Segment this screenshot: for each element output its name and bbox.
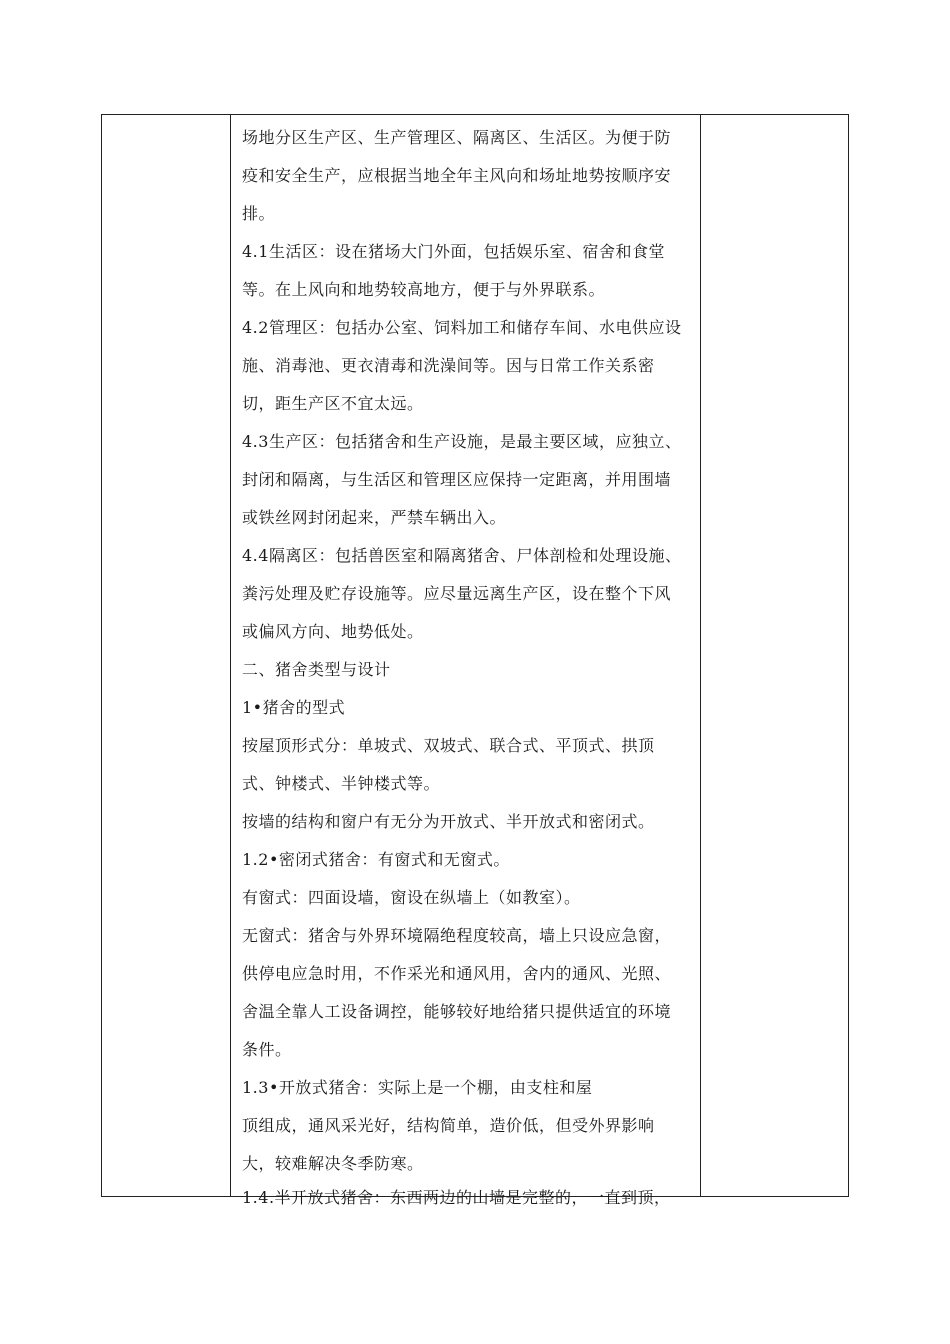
text-line: 式、钟楼式、半钟楼式等。 — [242, 774, 441, 793]
subsection-heading: 1•猪舍的型式 — [242, 698, 346, 717]
text-line: 有窗式：四面设墙，窗设在纵墙上（如教室）。 — [242, 888, 581, 907]
text-line: 无窗式：猪舍与外界环境隔绝程度较高，墙上只设应急窗， — [242, 926, 672, 945]
text-line: 粪污处理及贮存设施等。应尽量远离生产区，设在整个下风 — [242, 584, 672, 603]
right-column-divider — [700, 115, 701, 1196]
text-line: 条件。 — [242, 1040, 292, 1059]
text-line: 施、消毒池、更衣清毒和洗澡间等。因与日常工作关系密 — [242, 356, 655, 375]
text-line: 按屋顶形式分：单坡式、双坡式、联合式、平顶式、拱顶 — [242, 736, 655, 755]
text-line: 场地分区生产区、生产管理区、隔离区、生活区。为便于防 — [242, 128, 672, 147]
left-column-divider — [230, 115, 231, 1196]
text-line: 4.4隔离区：包括兽医室和隔离猪舍、尸体剖检和处理设施、 — [242, 546, 682, 565]
text-line: 4.1生活区：设在猪场大门外面，包括娱乐室、宿舍和食堂 — [242, 242, 665, 261]
text-line: 大，较难解决冬季防寒。 — [242, 1154, 424, 1173]
text-line: 封闭和隔离，与生活区和管理区应保持一定距离，并用围墙 — [242, 470, 672, 489]
text-line: 按墙的结构和窗户有无分为开放式、半开放式和密闭式。 — [242, 812, 655, 831]
text-line: 1.2•密闭式猪舍：有窗式和无窗式。 — [242, 850, 510, 869]
text-line: 疫和安全生产，应根据当地全年主风向和场址地势按顺序安 — [242, 166, 672, 185]
text-line: 1.4.半开放式猪舍：东西两边的山墙是完整的，一直到顶， — [242, 1188, 671, 1207]
text-line: 顶组成，通风采光好，结构简单，造价低，但受外界影响 — [242, 1116, 655, 1135]
text-line: 4.3生产区：包括猪舍和生产设施，是最主要区域，应独立、 — [242, 432, 682, 451]
section-heading: 二、猪舍类型与设计 — [242, 660, 391, 679]
text-line: 或偏风方向、地势低处。 — [242, 622, 424, 641]
text-line: 排。 — [242, 204, 276, 223]
text-line: 等。在上风向和地势较高地方，便于与外界联系。 — [242, 280, 606, 299]
content-cell — [240, 114, 695, 1207]
text-line: 供停电应急时用，不作采光和通风用，舍内的通风、光照、 — [242, 964, 672, 983]
text-line: 或铁丝网封闭起来，严禁车辆出入。 — [242, 508, 507, 527]
text-line: 切，距生产区不宜太远。 — [242, 394, 424, 413]
text-line: 1.3•开放式猪舍：实际上是一个棚，由支柱和屋 — [242, 1078, 593, 1097]
text-line: 4.2管理区：包括办公室、饲料加工和储存车间、水电供应设 — [242, 318, 682, 337]
text-line: 舍温全靠人工设备调控，能够较好地给猪只提供适宜的环境 — [242, 1002, 672, 1021]
